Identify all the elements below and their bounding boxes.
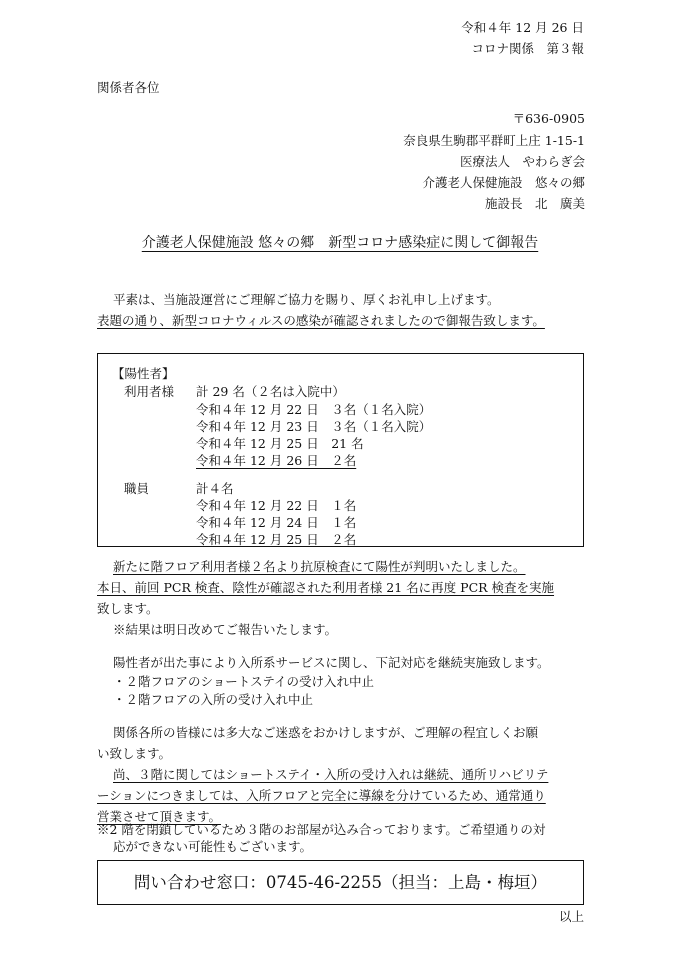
closing-text: 以上 xyxy=(558,909,584,924)
body-closure-note-2: 応ができない可能性もございます。 xyxy=(113,839,313,854)
positive-heading: 【陽性者】 xyxy=(112,366,175,381)
body-measures-intro: 陽性者が出た事により入所系サービスに関し、下記対応を継続実施致します。 xyxy=(113,655,550,670)
staff-row: 令和４年 12 月 25 日 ２名 xyxy=(196,532,357,547)
body-pcr-line-2: 致します。 xyxy=(97,601,159,616)
body-apology-line-1: 関係各所の皆様には多大なご迷惑をおかけしますが、ご理解の程宜しくお願 xyxy=(113,725,539,740)
users-total: 計 29 名（２名は入院中） xyxy=(196,384,345,399)
report-date: 令和４年 12 月 26 日 xyxy=(461,20,584,35)
users-row: 令和４年 12 月 22 日 ３名（１名入院） xyxy=(196,402,432,417)
intro-line-1: 平素は、当施設運営にご理解ご協力を賜り、厚くお礼申し上げます。 xyxy=(113,292,500,307)
report-number: コロナ関係 第３報 xyxy=(471,41,584,56)
body-pcr-line-1: 本日、前回 PCR 検査、陰性が確認された利用者様 21 名に再度 PCR 検査を実施 xyxy=(97,580,555,595)
document-title: 介護老人保健施設 悠々の郷 新型コロナ感染症に関して御報告 xyxy=(141,235,539,251)
sender-corporation: 医療法人 やわらぎ会 xyxy=(459,154,585,169)
users-row: 令和４年 12 月 25 日 21 名 xyxy=(196,436,364,451)
sender-address: 奈良県生駒郡平群町上庄 1-15-1 xyxy=(403,133,585,148)
body-closure-note-1: ※2 階を閉鎖しているため３階のお部屋が込み合っております。ご希望通りの対 xyxy=(97,822,546,837)
staff-row: 令和４年 12 月 22 日 １名 xyxy=(196,498,357,513)
sender-postal: 〒636-0905 xyxy=(512,111,585,126)
sender-facility: 介護老人保健施設 悠々の郷 xyxy=(422,175,585,190)
users-label: 利用者様 xyxy=(124,384,175,399)
staff-row: 令和４年 12 月 24 日 １名 xyxy=(196,515,357,530)
body-third-floor-line-3: 営業させて頂きます。 xyxy=(97,809,222,824)
measure-item: ・２階フロアの入所の受け入れ中止 xyxy=(113,692,314,707)
body-third-floor-line-1: 尚、３階に関してはショートステイ・入所の受け入れは継続、通所リハビリテ xyxy=(113,767,549,782)
users-row: 令和４年 12 月 23 日 ３名（１名入院） xyxy=(196,419,432,434)
body-new-positive: 新たに階フロア利用者様２名より抗原検査にて陽性が判明いたしました。 xyxy=(113,559,526,574)
measure-item: ・２階フロアのショートステイの受け入れ中止 xyxy=(113,674,375,689)
body-third-floor-line-2: ーションにつきましては、入所フロアと完全に導線を分けているため、通常通り xyxy=(97,788,546,803)
sender-director: 施設長 北 廣美 xyxy=(484,196,585,211)
body-apology-line-2: い致します。 xyxy=(97,746,172,761)
staff-total: 計４名 xyxy=(196,481,234,496)
users-row-new: 令和４年 12 月 26 日 ２名 xyxy=(196,453,357,468)
body-result-note: ※結果は明日改めてご報告いたします。 xyxy=(113,622,338,637)
intro-line-2: 表題の通り、新型コロナウィルスの感染が確認されましたので御報告致します。 xyxy=(97,313,545,328)
staff-label: 職員 xyxy=(124,481,150,496)
addressee: 関係者各位 xyxy=(97,80,160,95)
contact-box: 問い合わせ窓口：0745-46-2255（担当：上島・梅垣） xyxy=(97,860,584,905)
